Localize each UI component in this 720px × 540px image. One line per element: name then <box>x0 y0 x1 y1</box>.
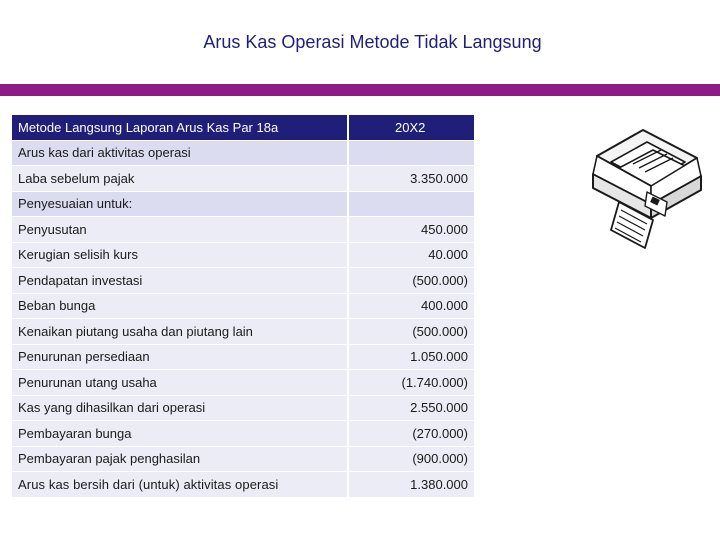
row-label: Penyusutan <box>12 217 347 242</box>
table-row <box>12 345 474 370</box>
table-total-row <box>12 472 474 497</box>
cash-flow-table <box>12 114 474 498</box>
page-title: Arus Kas Operasi Metode Tidak Langsung <box>203 32 542 52</box>
row-amount: 2.550.000 <box>347 396 474 421</box>
row-amount: (1.740.000) <box>347 370 474 395</box>
row-label: Kas yang dihasilkan dari operasi <box>12 396 347 421</box>
row-label: Pembayaran bunga <box>12 421 347 446</box>
row-label: Kerugian selisih kurs <box>12 243 347 268</box>
header-year: 20X2 <box>347 115 474 140</box>
row-amount: 3.350.000 <box>347 166 474 191</box>
row-label: Penyesuaian untuk: <box>12 192 347 217</box>
table-row <box>12 447 474 472</box>
row-amount: (500.000) <box>347 268 474 293</box>
row-label: Arus kas dari aktivitas operasi <box>12 141 347 166</box>
row-amount: 450.000 <box>347 217 474 242</box>
row-amount <box>347 192 474 217</box>
table-row <box>12 396 474 421</box>
row-amount: (500.000) <box>347 319 474 344</box>
row-amount: 400.000 <box>347 294 474 319</box>
document-tray-icon <box>585 122 710 254</box>
table-row <box>12 294 474 319</box>
table-row <box>12 319 474 344</box>
row-label: Beban bunga <box>12 294 347 319</box>
total-amount: 1.380.000 <box>347 472 474 497</box>
total-label: Arus kas bersih dari (untuk) aktivitas operasi <box>12 472 347 497</box>
row-label: Pendapatan investasi <box>12 268 347 293</box>
table-row <box>12 243 474 268</box>
table-row <box>12 370 474 395</box>
row-amount: 40.000 <box>347 243 474 268</box>
table-row <box>12 141 474 166</box>
table-row <box>12 421 474 446</box>
header-label: Metode Langsung Laporan Arus Kas Par 18a <box>12 115 347 140</box>
table-row <box>12 166 474 191</box>
table-header-row <box>12 115 474 140</box>
row-label: Penurunan persediaan <box>12 345 347 370</box>
row-amount: (270.000) <box>347 421 474 446</box>
table-row <box>12 217 474 242</box>
title-divider <box>0 84 720 96</box>
table-row <box>12 192 474 217</box>
row-label: Laba sebelum pajak <box>12 166 347 191</box>
row-label: Kenaikan piutang usaha dan piutang lain <box>12 319 347 344</box>
row-amount <box>347 141 474 166</box>
row-label: Pembayaran pajak penghasilan <box>12 447 347 472</box>
table-row <box>12 268 474 293</box>
row-label: Penurunan utang usaha <box>12 370 347 395</box>
row-amount: 1.050.000 <box>347 345 474 370</box>
row-amount: (900.000) <box>347 447 474 472</box>
